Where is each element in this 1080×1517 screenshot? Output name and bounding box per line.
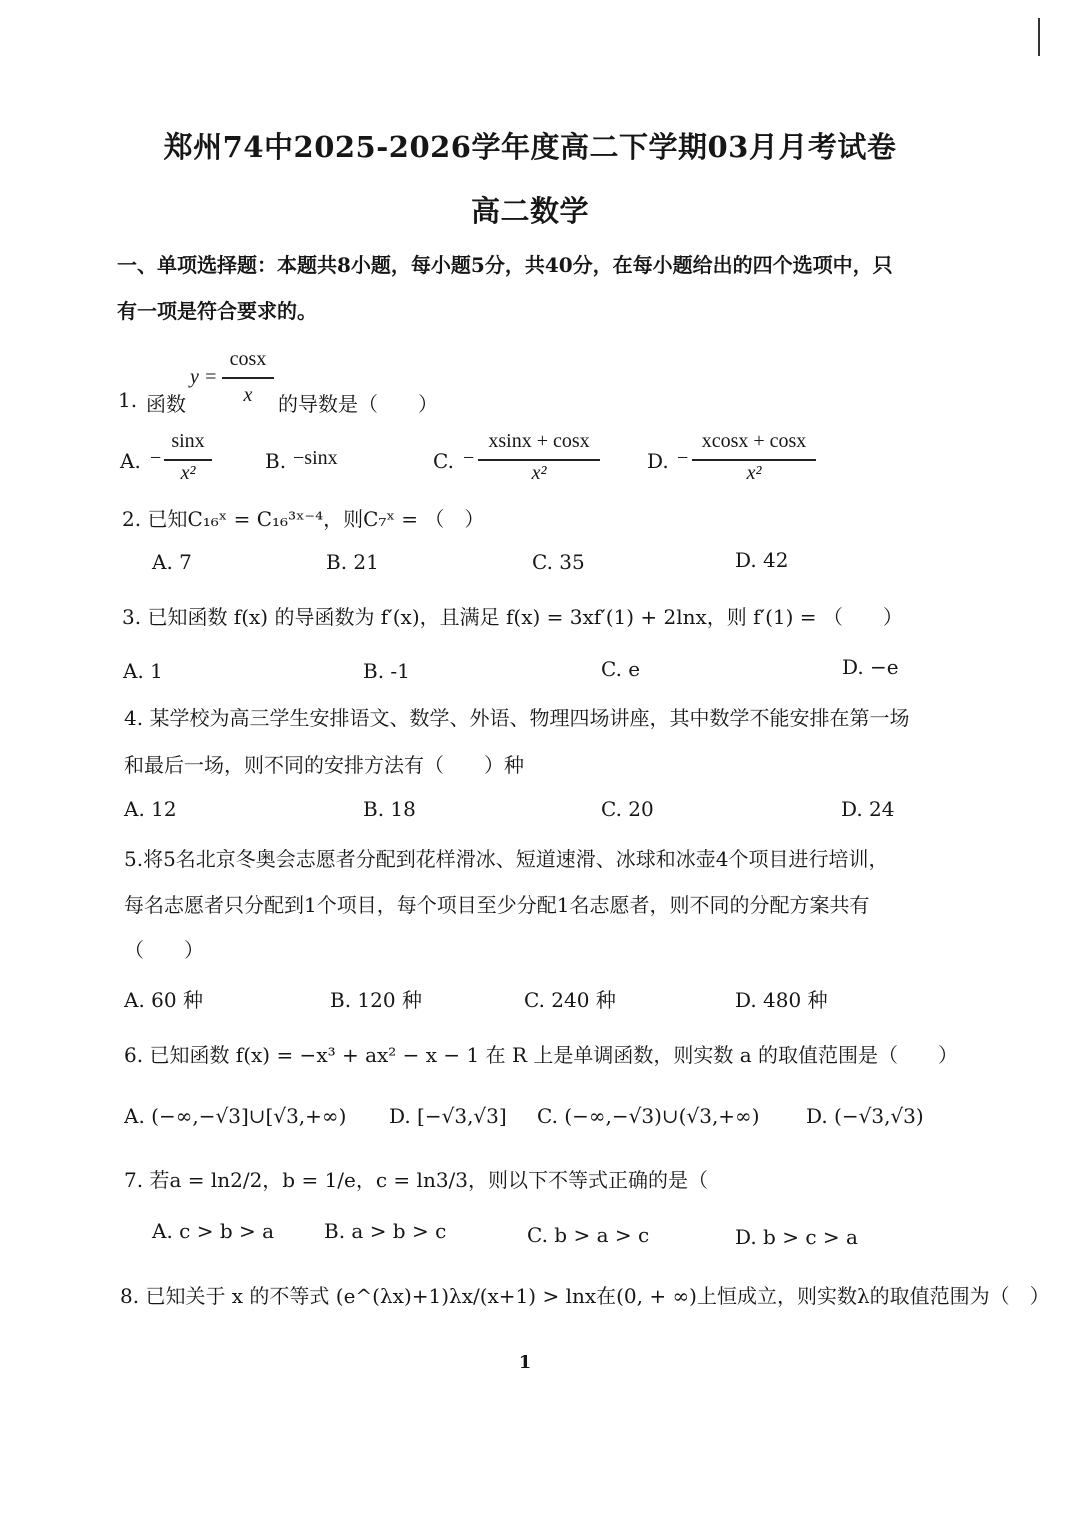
q7-option-b: B. a > b > c xyxy=(324,1219,447,1243)
q4-option-c: C. 20 xyxy=(601,797,654,821)
q7-stem: 7. 若a = ln2/2，b = 1/e，c = ln3/3，则以下不等式正确的是（ xyxy=(124,1168,709,1192)
q1-option-b-text: −sinx xyxy=(293,447,338,469)
q7-option-c: C. b > a > c xyxy=(527,1223,650,1247)
q3-option-b: B. -1 xyxy=(363,659,410,683)
section-heading-line2: 有一项是符合要求的。 xyxy=(117,299,317,323)
q1-option-d-label: D. xyxy=(647,449,669,473)
q3-option-d: D. −e xyxy=(842,655,899,679)
q1-option-a-numerator: sinx xyxy=(171,430,205,452)
q1-option-d-numerator: xcosx + cosx xyxy=(701,430,807,452)
q5-line1: 5.将5名北京冬奥会志愿者分配到花样滑冰、短道速滑、冰球和冰壶4个项目进行培训， xyxy=(124,847,889,871)
q5-line2: 每名志愿者只分配到1个项目，每个项目至少分配1名志愿者，则不同的分配方案共有 xyxy=(124,893,870,917)
q1-option-c-numerator: xsinx + cosx xyxy=(488,430,590,452)
q5-option-b: B. 120 种 xyxy=(330,988,422,1012)
q6-option-a: A. (−∞,−√3]∪[√3,+∞) xyxy=(124,1104,347,1128)
q1-option-d-denominator: x² xyxy=(746,462,762,484)
q2-option-a: A. 7 xyxy=(152,550,192,574)
q3-option-c: C. e xyxy=(601,657,641,681)
q1-option-d-bar xyxy=(692,459,816,461)
q4-option-a: A. 12 xyxy=(124,797,177,821)
q3-stem: 3. 已知函数 f(x) 的导函数为 f′(x)，且满足 f(x) = 3xf′(1) + 2lnx，则 f′(1) = （ ） xyxy=(122,605,903,629)
q1-function-numerator: cosx xyxy=(229,348,267,370)
q4-option-d: D. 24 xyxy=(841,797,895,821)
q5-option-d: D. 480 种 xyxy=(735,988,828,1012)
q6-option-c: C. (−∞,−√3)∪(√3,+∞) xyxy=(537,1104,760,1128)
q1-function-denominator: x xyxy=(243,384,253,406)
q5-line3: （ ） xyxy=(124,938,204,962)
section-heading-line1: 一、单项选择题：本题共8小题，每小题5分，共40分，在每小题给出的四个选项中，只 xyxy=(117,253,893,277)
q1-option-b-label: B. xyxy=(265,449,287,473)
q7-option-a: A. c > b > a xyxy=(152,1219,275,1243)
q1-number: 1. xyxy=(118,388,138,412)
q2-option-c: C. 35 xyxy=(532,550,585,574)
q2-option-b: B. 21 xyxy=(326,550,379,574)
q2-stem: 2. 已知C₁₆ˣ = C₁₆³ˣ⁻⁴，则C₇ˣ = （ ） xyxy=(122,507,485,531)
q7-option-d: D. b > c > a xyxy=(735,1225,858,1249)
q4-line1: 4. 某学校为高三学生安排语文、数学、外语、物理四场讲座，其中数学不能安排在第一场 xyxy=(124,706,910,730)
q1-function-bar xyxy=(222,377,274,379)
q6-stem: 6. 已知函数 f(x) = −x³ + ax² − x − 1 在 R 上是单调函数，则实数 a 的取值范围是（ ） xyxy=(124,1043,959,1067)
q1-option-c-sign: − xyxy=(463,447,475,469)
q1-option-a-label: A. xyxy=(120,449,141,473)
q1-option-c-bar xyxy=(478,459,600,461)
q3-option-a: A. 1 xyxy=(123,659,163,683)
q1-option-c-label: C. xyxy=(433,449,454,473)
q4-option-b: B. 18 xyxy=(363,797,416,821)
q5-option-c: C. 240 种 xyxy=(524,988,616,1012)
q6-option-b: D. [−√3,√3] xyxy=(389,1104,507,1128)
q4-line2: 和最后一场，则不同的安排方法有（ ）种 xyxy=(124,753,524,777)
q5-option-a: A. 60 种 xyxy=(124,988,203,1012)
q1-function-lhs: y = xyxy=(190,366,218,388)
q6-option-d: D. (−√3,√3) xyxy=(806,1104,924,1128)
q1-prefix: 函数 xyxy=(146,392,186,416)
q1-option-d-sign: − xyxy=(677,447,689,469)
q1-option-c-denominator: x² xyxy=(531,462,547,484)
q1-option-a-denominator: x² xyxy=(180,462,196,484)
q2-option-d: D. 42 xyxy=(735,548,789,572)
scan-mark xyxy=(1038,18,1040,56)
exam-title: 郑州74中2025-2026学年度高二下学期03月月考试卷 xyxy=(163,130,897,164)
q1-option-a-sign: − xyxy=(150,447,162,469)
page-number: 1 xyxy=(518,1352,532,1373)
q1-suffix: 的导数是（ ） xyxy=(278,392,438,416)
q8-stem: 8. 已知关于 x 的不等式 (e^(λx)+1)λx/(x+1) > lnx在(0, + ∞)上恒成立，则实数λ的取值范围为（ ） xyxy=(120,1284,1050,1308)
subject-title: 高二数学 xyxy=(470,194,589,228)
q1-option-a-bar xyxy=(164,459,212,461)
